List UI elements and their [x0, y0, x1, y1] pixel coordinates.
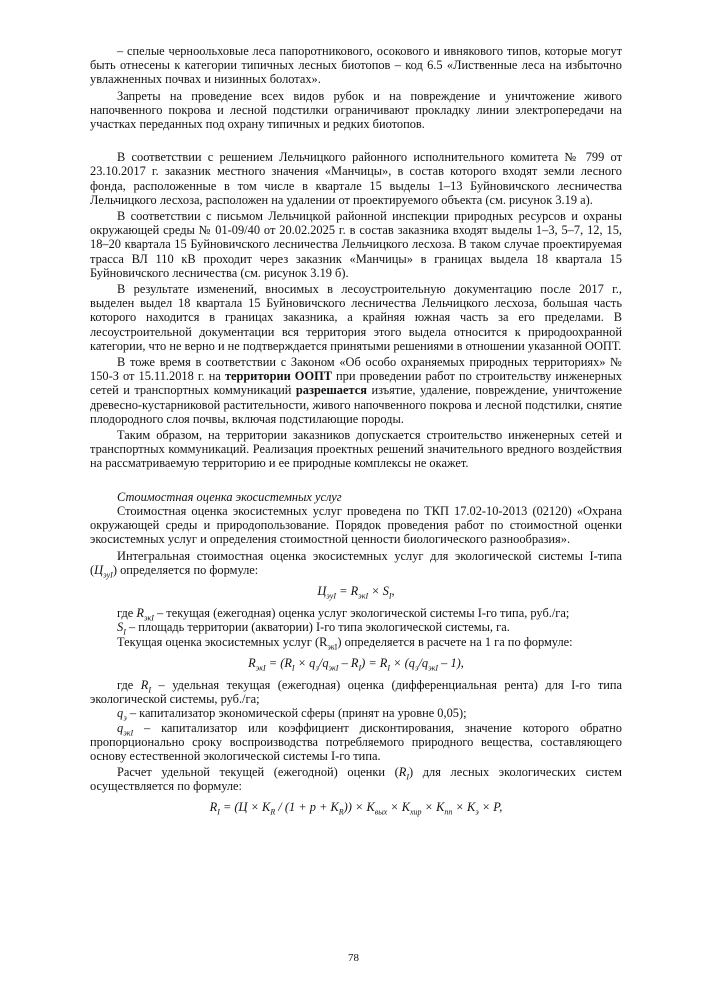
f2-d: /q: [318, 655, 329, 670]
paragraph-inspection-letter: В соответствии с письмом Лельчицкой районной инспекции природных ресурсов и охраны окружающей среды № 01-09/40 от 20.02.2025 г. в состав заказника входят выделы 1–3, 5–7, 12, 15, 18–20 квартала 15 Буйновичского лесничества Лельчицкого лесхоза. В таком случае проектируемая трасса ВЛ 110 кВ проходит через заказник «Манчицы» в границах выдела 18 квартала 15 Буйновичского лесничества (см. рисунок 3.19 б).: [90, 209, 622, 280]
paragraph-specific-estimate: [90, 765, 622, 793]
f2-s1: экI: [255, 663, 266, 673]
def-ri-where: где: [117, 677, 141, 692]
f3-g: × K: [452, 799, 476, 814]
f3-e: × K: [387, 799, 410, 814]
symbol-c-sub: эуI: [103, 570, 113, 580]
law-text-c: при проведении работ по строительству инженерных сетей и транспортных коммуникаций: [90, 369, 622, 398]
def-qe-symbol: q: [117, 706, 124, 721]
definition-r-i: [90, 678, 622, 706]
f2-s8: экI: [428, 663, 439, 673]
f2-g: × (q: [390, 655, 415, 670]
current-text-a: Текущая оценка экосистемных услуг (R: [117, 634, 328, 649]
paragraph-integral-estimate: [90, 548, 622, 580]
current-sub: экI: [327, 641, 338, 651]
f1-s2: экI: [358, 591, 369, 601]
definition-q-ek: [90, 721, 622, 764]
f3-s7: э: [475, 807, 479, 817]
f3-f: × K: [421, 799, 445, 814]
f3-s4: вых: [374, 807, 388, 817]
specific-sub: I: [406, 772, 409, 782]
def-qe-sub: э: [123, 713, 127, 723]
f2-s7: э: [414, 663, 419, 673]
def-r-symbol: R: [136, 606, 144, 621]
law-text-a: В тоже время в соответствии с Законом «Об особо охраняемых природных территориях» № 150-З от 15.11.2018 г. на: [90, 355, 622, 384]
def-s-symbol: S: [117, 620, 124, 635]
f2-a: R: [248, 655, 256, 670]
def-qe-text: – капитализатор экономической сферы (принят на уровне 0,05);: [126, 706, 467, 721]
f2-h: /q: [418, 655, 429, 670]
paragraph-alder-forests: – спелые черноольховые леса папоротникового, осокового и ивнякового типов, которые могут быть отнесены к категории типичных лесных биотопов – код 6.5 «Лиственные леса на избыточно увлажненных почвах и низинных болотах».: [90, 44, 622, 87]
def-ri-sub: I: [148, 685, 152, 695]
f1-s3: I: [388, 591, 392, 601]
page-number: 78: [348, 952, 359, 964]
law-bold-allowed: разрешается: [295, 383, 367, 398]
specific-symbol: R: [398, 765, 407, 780]
f2-s5: I: [358, 663, 362, 673]
f2-s6: I: [387, 663, 391, 673]
section-heading: Стоимостная оценка экосистемных услуг: [117, 489, 342, 504]
f2-s3: э: [315, 663, 319, 673]
specific-text-a: Расчет удельной текущей (ежегодной) оценки (: [117, 765, 399, 780]
formula-integral: [90, 583, 622, 601]
paragraph-logging-bans: Запреты на проведение всех видов рубок и на повреждение и уничтожение живого напочвенного покрова и лесной подстилки ограничивают прокладку линии электропередачи на участках переданных под охрану типичных и редких биотопов.: [90, 88, 622, 132]
f2-s2: I: [291, 663, 295, 673]
f2-i: – 1),: [438, 655, 464, 670]
f3-h: × P,: [478, 799, 503, 814]
f3-s6: пп: [444, 807, 453, 817]
paragraph-law-reference: [90, 355, 622, 426]
specific-text-b: ) для лесных экологических систем осуществляется по формуле:: [90, 765, 623, 794]
definition-s: [90, 620, 622, 637]
integral-text-a: Интегральная стоимостная оценка экосистемных услуг для экологической системы I-типа (: [90, 548, 622, 577]
f3-s1: I: [217, 807, 220, 817]
law-bold-territory: территории ООПТ: [224, 369, 332, 384]
paragraph-reserve-decision: В соответствии с решением Лельчицкого районного исполнительного комитета № 799 от 23.10.2017 г. заказник местного значения «Манчицы», в состав которого входят земли лесного фонда, расположенные в том числе в квартале 15 выделы 1–13 Буйновичского лесничества Лельчицкого лесхоза, расположен на удалении от проектируемого объекта (см. рисунок 3.19 а).: [90, 150, 622, 207]
formula-current: [90, 655, 622, 673]
symbol-c: Ц: [94, 562, 104, 577]
f2-c: × q: [294, 655, 316, 670]
law-text-d: изъятие, удаление, повреждение, уничтожение древесно-кустарниковой растительности, живого напочвенного покрова и лесной подстилки, снятие плодородного слоя почвы, включая подстилающие породы.: [90, 383, 622, 426]
formula-forest: [90, 799, 622, 817]
page-body: [90, 44, 623, 817]
def-r-sub: экI: [143, 613, 154, 623]
f2-e: – R: [338, 655, 359, 670]
f3-c: / (1 + p + K: [275, 799, 339, 814]
paragraph-forest-changes: В результате изменений, вносимых в лесоустроительную документацию после 2017 г., выделен выдел 18 квартала 15 Буйновичского лесничества Лельчицкого лесхоза, большая часть которого находится в границах заказника, а крайняя южная часть за его пределами. В лесоустроительной документации вся территория этого выдела относится к природоохранной категории, что не верно и не подтверждается принятыми решениями в отношении указанной ООПТ.: [90, 282, 622, 353]
definition-r-ek: [90, 606, 622, 623]
def-qek-symbol: q: [117, 720, 124, 735]
f1-a: Ц: [317, 583, 327, 598]
f1-b: = R: [336, 583, 359, 598]
def-qek-text: – капитализатор или коэффициент дисконтирования, значение которого обратно пропорционально сроку воспроизводства потребляемого природного вещества, составляющего основу естественной экологической системы I-го типа.: [90, 720, 622, 763]
paragraph-tkp-reference: Стоимостная оценка экосистемных услуг проведена по ТКП 17.02-10-2013 (02120) «Охрана окружающей среды и природопользование. Порядок проведения работ по стоимостной оценки экосистемных услуг и определения стоимостной ценности биологического разнообразия».: [90, 503, 622, 547]
def-r-where: где: [117, 606, 137, 621]
paragraph-conclusion: Таким образом, на территории заказников допускается строительство инженерных сетей и транспортных коммуникаций. Реализация проектных решений значительного вредного воздействия на рассматриваемую территорию и ее природные комплексы не окажет.: [90, 428, 622, 471]
f3-d: )) × K: [343, 799, 375, 814]
def-ri-text: – удельная текущая (ежегодная) оценка (дифференциальная рента) для I-го типа экологической системы, руб./га;: [90, 677, 623, 707]
f3-b: = (Ц × K: [219, 799, 271, 814]
f3-s2: R: [270, 807, 276, 817]
f2-s4: экI: [328, 663, 339, 673]
f2-b: = (R: [265, 655, 292, 670]
definition-q-e: [90, 706, 622, 723]
paragraph-current-estimate: [90, 635, 622, 649]
integral-text-b: ) определяется по формуле:: [112, 562, 259, 577]
f3-a: R: [209, 799, 218, 814]
f3-s3: R: [338, 807, 344, 817]
current-text-b: ) определяется в расчете на 1 га по формуле:: [337, 634, 573, 649]
def-s-text: – площадь территории (акватории) I-го типа экологической системы, га.: [125, 620, 510, 635]
f1-c: × S: [368, 583, 389, 598]
def-qek-sub: экI: [123, 728, 134, 737]
def-s-sub: I: [123, 627, 126, 637]
def-ri-symbol: R: [140, 677, 149, 692]
f1-d: ,: [391, 583, 395, 598]
f3-s5: хиp: [410, 807, 422, 817]
f1-s1: эуI: [326, 591, 337, 601]
def-r-text: – текущая (ежегодная) оценка услуг экологической системы I-го типа, руб./га;: [153, 606, 570, 621]
f2-f: ) = R: [361, 655, 388, 670]
